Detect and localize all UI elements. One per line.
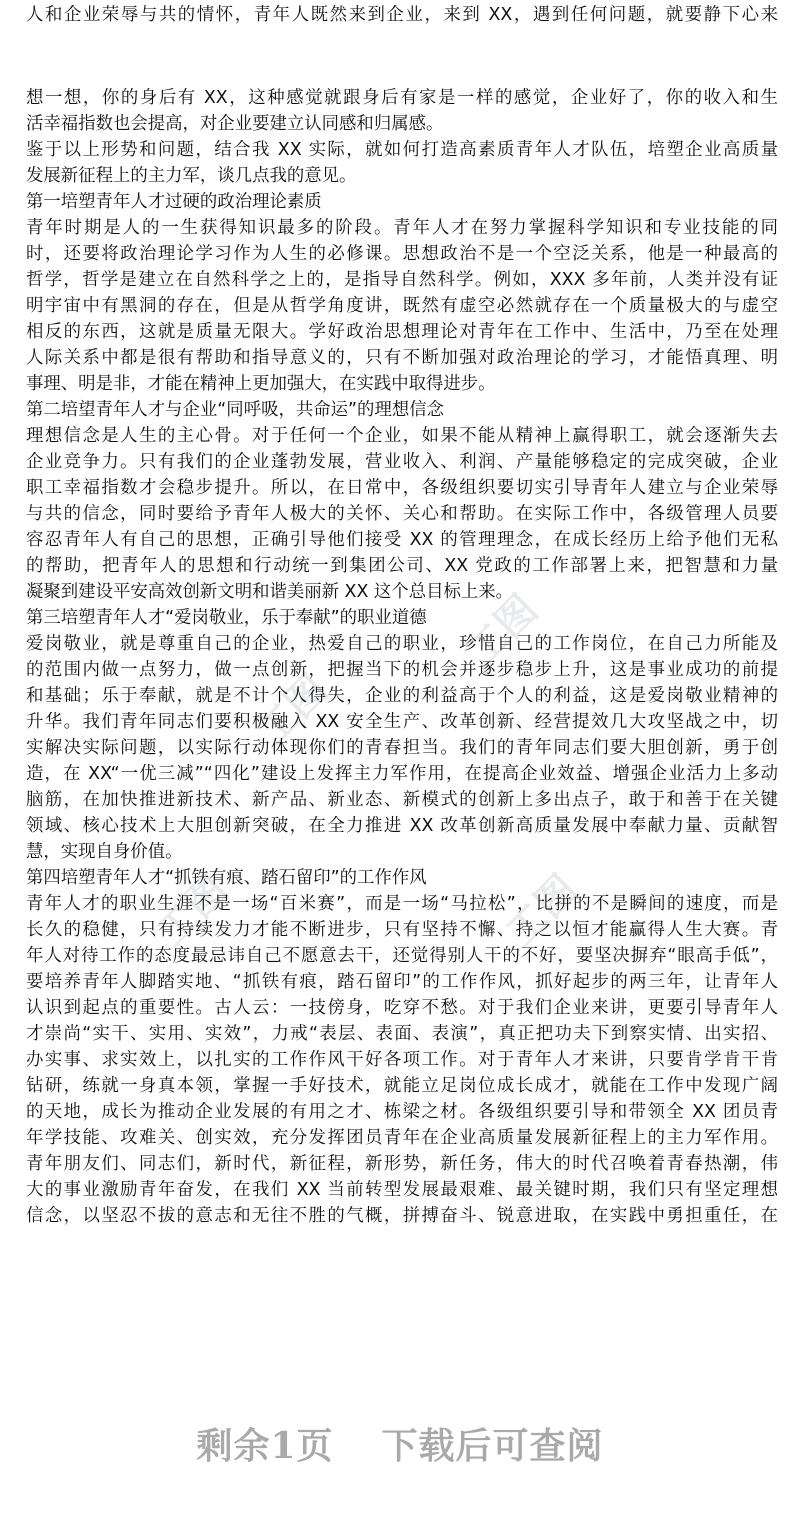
watermark-mark: 工图 [457, 586, 548, 676]
body-text-line: 信念，以坚忍不拔的意志和无往不胜的气概，拼搏奋斗、锐意进取，在实践中勇担重任，在 [26, 1206, 778, 1226]
body-text-line: 认识到起点的重要性。古人云：一技傍身，吃穿不愁。对于我们企业来讲，更要引导青年人 [26, 998, 778, 1018]
download-to-view-label: 下载后可查阅 [381, 1425, 604, 1467]
body-text-line: 人际关系中都是很有帮助和指导意义的，只有不断加强对政治理论的学习，才能悟真理、明 [26, 348, 778, 368]
body-text-line: 和基础；乐于奉献，就是不计个人得失，企业的利益高于个人的利益，这是爱岗敬业精神的 [26, 686, 778, 706]
body-text-line: 企业竞争力。只有我们的企业蓬勃发展，营业收入、利润、产量能够稳定的完成突破，企业 [26, 452, 778, 472]
body-text-line: 发展新征程上的主力军，谈几点我的意见。 [26, 166, 357, 186]
remaining-pages-label: 剩余1页 [196, 1425, 334, 1467]
body-text-line: 事理、明是非，才能在精神上更加强大，在实践中取得进步。 [26, 374, 496, 394]
body-text-line: 青年朋友们、同志们，新时代，新征程，新形势，新任务，伟大的时代召唤着青春热潮，伟 [26, 1154, 778, 1174]
body-text-line: 与共的信念，同时要给予青年人极大的关怀、关心和帮助。在实际工作中，各级管理人员要 [26, 504, 778, 524]
watermark-mark: 工图 [497, 866, 588, 956]
body-text-line: 凝聚到建设平安高效创新文明和谐美丽新 XX 这个总目标上来。 [26, 582, 514, 602]
body-text-line: 大的事业激励青年奋发，在我们 XX 当前转型发展最艰难、最关键时期，我们只有坚定理想 [26, 1180, 778, 1200]
body-text-line: 想一想，你的身后有 XX，这种感觉就跟身后有家是一样的感觉，企业好了，你的收入和生 [26, 88, 778, 108]
body-text-line: 时，还要将政治理论学习作为人生的必修课。思想政治不是一个空泛关系，他是一种最高的 [26, 244, 778, 264]
section-heading: 第三培塑青年人才“爱岗敬业，乐于奉献”的职业道德 [26, 608, 427, 628]
download-prompt-banner[interactable] [0, 1418, 800, 1469]
body-text-line: 升华。我们青年同志们要积极融入 XX 安全生产、改革创新、经营提效几大攻坚战之中，切 [26, 712, 778, 732]
body-text-line: 容忍青年人有自己的思想，正确引导他们接受 XX 的管理理念，在成长经历上给予他们无私 [26, 530, 778, 550]
body-text-line: 活幸福指数也会提高，对企业要建立认同感和归属感。 [26, 114, 444, 134]
body-text-line: 青年人才的职业生涯不是一场“百米赛”，而是一场“马拉松”，比拼的不是瞬间的速度，而是 [26, 894, 778, 914]
body-text-line: 的天地，成长为推动企业发展的有用之才、栋梁之材。各级组织要引导和带领全 XX 团员青 [26, 1102, 778, 1122]
section-heading: 第二培望青年人才与企业“同呼吸，共命运”的理想信念 [26, 400, 445, 420]
body-text-line: 相反的东西，这就是质量无限大。学好政治思想理论对青年在工作中、生活中，乃至在处理 [26, 322, 778, 342]
body-text-line: 人和企业荣辱与共的情怀，青年人既然来到企业，来到 XX，遇到任何问题，就要静下心来 [26, 5, 778, 25]
body-text-line: 脑筋，在加快推进新技术、新产品、新业态、新模式的创新上多出点子，敢于和善于在关键 [26, 790, 778, 810]
body-text-line: 年学技能、攻难关、创实效，充分发挥团员青年在企业高质量发展新征程上的主力军作用。 [26, 1128, 778, 1148]
body-text-line: 青年时期是人的一生获得知识最多的阶段。青年人才在努力掌握科学知识和专业技能的同 [26, 218, 778, 238]
body-text-line: 职工幸福指数才会稳步提升。所以，在日常中，各级组织要切实引导青年人建立与企业荣辱 [26, 478, 778, 498]
body-text-line: 才崇尚“实干、实用、实效”，力戒“表层、表面、表演”，真正把功夫下到察实情、出实招、 [26, 1024, 778, 1044]
body-text-line: 的帮助，把青年人的思想和行动统一到集团公司、XX 党政的工作部署上来，把智慧和力量 [26, 556, 778, 576]
body-text-line: 长久的稳健，只有持续发力才能不断进步，只有坚持不懈、持之以恒才能赢得人生大赛。青 [26, 920, 778, 940]
body-text-line: 明宇宙中有黑洞的存在，但是从哲学角度讲，既然有虚空必然就存在一个质量极大的与虚空 [26, 296, 778, 316]
body-text-line: 年人对待工作的态度最忌讳自己不愿意去干，还觉得别人干的不好，要坚决摒弃“眼高手低”， [26, 946, 778, 966]
body-text-line: 实解决实际问题，以实际行动体现你们的青春担当。我们的青年同志们要大胆创新，勇于创 [26, 738, 778, 758]
section-heading: 第四培塑青年人才“抓铁有痕、踏石留印”的工作作风 [26, 868, 427, 888]
watermark-mark: 工图 [247, 666, 338, 756]
body-text-line: 理想信念是人生的主心骨。对于任何一个企业，如果不能从精神上赢得职工，就会逐渐失去 [26, 426, 778, 446]
body-text-line: 钻研，练就一身真本领，掌握一手好技术，就能立足岗位成长成才，就能在工作中发现广阔 [26, 1076, 778, 1096]
body-text-line: 造，在 XX“一优三减”“四化”建设上发挥主力军作用，在提高企业效益、增强企业活力上多动 [26, 764, 778, 784]
body-text-line: 爱岗敬业，就是尊重自己的企业，热爱自己的职业，珍惜自己的工作岗位，在自己力所能及 [26, 634, 778, 654]
body-text-line: 领域、核心技术上大胆创新突破，在全力推进 XX 改革创新高质量发展中奉献力量、贡献智 [26, 816, 778, 836]
body-text-line: 鉴于以上形势和问题，结合我 XX 实际，就如何打造高素质青年人才队伍，培塑企业高质量 [26, 140, 778, 160]
section-heading: 第一培塑青年人才过硬的政治理论素质 [26, 192, 322, 212]
body-text-line: 要培养青年人脚踏实地、“抓铁有痕，踏石留印”的工作作风，抓好起步的两三年，让青年人 [26, 972, 778, 992]
body-text-line: 哲学，哲学是建立在自然科学之上的，是指导自然科学。例如，XXX 多年前，人类并没有证 [26, 270, 778, 290]
watermark-mark: 工图 [147, 866, 238, 956]
body-text-line: 的范围内做一点努力，做一点创新，把握当下的机会并逐步稳步上升，这是事业成功的前提 [26, 660, 778, 680]
body-text-line: 慧，实现自身价值。 [26, 842, 183, 862]
body-text-line: 办实事、求实效上，以扎实的工作作风干好各项工作。对于青年人才来讲，只要肯学肯干肯 [26, 1050, 778, 1070]
